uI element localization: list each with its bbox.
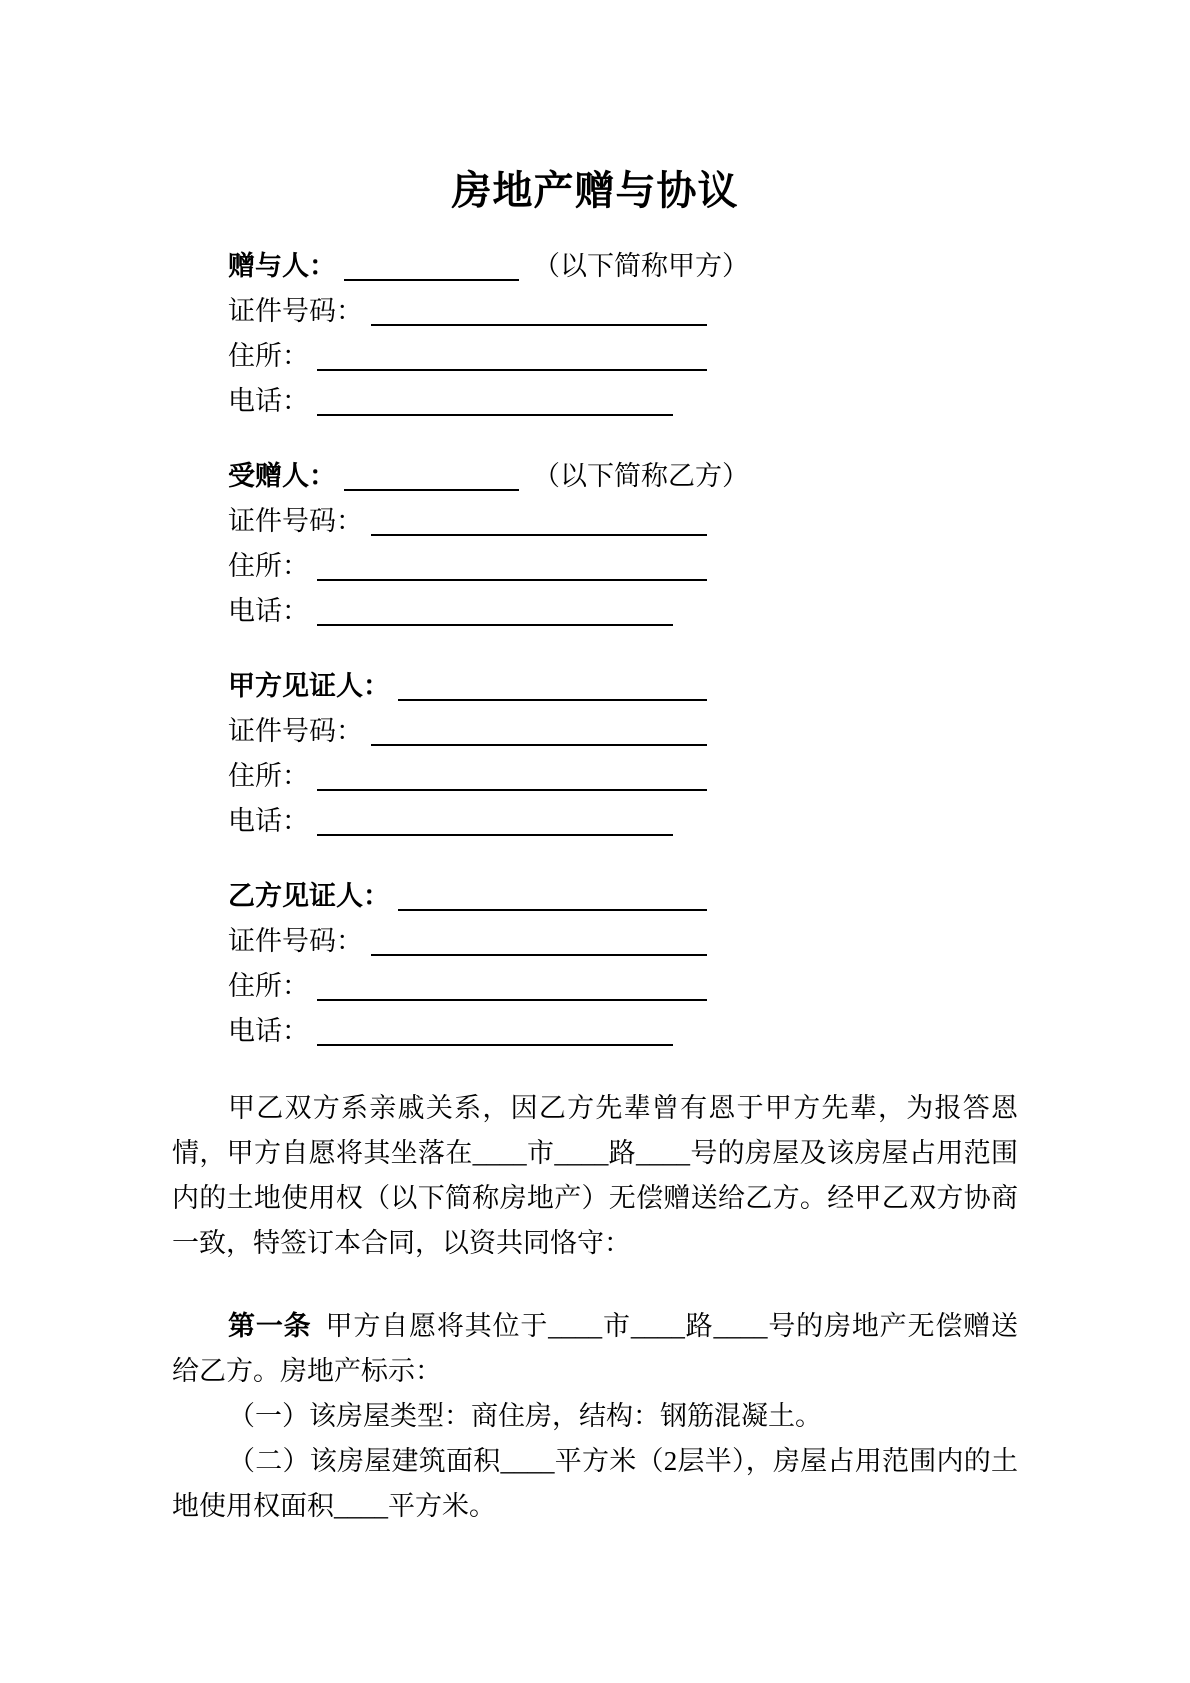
donor-name-blank — [344, 251, 519, 281]
party-b-witness-name-row — [228, 874, 707, 919]
donor-block — [172, 244, 1018, 424]
phone-label: 电话： — [228, 806, 309, 836]
party-a-witness-name-blank — [398, 671, 707, 701]
article-1-number: 第一条 — [228, 1311, 312, 1341]
party-a-witness-phone-row — [228, 799, 673, 844]
party-a-witness-address-row — [228, 754, 707, 799]
party-a-witness-block — [172, 664, 1018, 844]
donee-address-row — [228, 544, 707, 589]
document-title: 房地产赠与协议 — [451, 168, 739, 213]
donor-phone-blank — [317, 386, 673, 416]
donee-phone-blank — [317, 596, 673, 626]
article-1-text: 甲方自愿将其位于____市____路____号的房地产无偿赠送给乙方。房地产标示： — [172, 1311, 1018, 1386]
property-item-2: （二）该房屋建筑面积____平方米（2层半），房屋占用范围内的土地使用权面积____平方米。 — [172, 1446, 1018, 1521]
address-label: 住所： — [228, 761, 309, 791]
article-1-paragraph — [172, 1304, 1018, 1394]
donor-id-blank — [371, 296, 707, 326]
party-a-witness-label: 甲方见证人： — [228, 671, 390, 701]
party-b-witness-id-row — [228, 919, 707, 964]
party-b-witness-label: 乙方见证人： — [228, 881, 390, 911]
donee-id-blank — [371, 506, 707, 536]
donee-phone-row — [228, 589, 673, 634]
address-label: 住所： — [228, 971, 309, 1001]
party-b-witness-address-blank — [317, 971, 707, 1001]
donee-block — [172, 454, 1018, 634]
donee-name-row — [228, 454, 1018, 499]
property-item-1: （一）该房屋类型：商住房，结构：钢筋混凝土。 — [228, 1401, 822, 1431]
donee-name-blank — [344, 461, 519, 491]
party-a-witness-id-row — [228, 709, 707, 754]
address-label: 住所： — [228, 341, 309, 371]
phone-label: 电话： — [228, 1016, 309, 1046]
donor-alias: （以下简称甲方） — [533, 251, 749, 281]
id-number-label: 证件号码： — [228, 296, 363, 326]
party-b-witness-block — [172, 874, 1018, 1054]
party-b-witness-name-blank — [398, 881, 707, 911]
id-number-label: 证件号码： — [228, 926, 363, 956]
donee-address-blank — [317, 551, 707, 581]
party-a-witness-phone-blank — [317, 806, 673, 836]
party-a-witness-address-blank — [317, 761, 707, 791]
address-label: 住所： — [228, 551, 309, 581]
phone-label: 电话： — [228, 596, 309, 626]
donee-id-row — [228, 499, 707, 544]
party-b-witness-phone-row — [228, 1009, 673, 1054]
party-a-witness-id-blank — [371, 716, 707, 746]
party-b-witness-id-blank — [371, 926, 707, 956]
party-a-witness-name-row — [228, 664, 707, 709]
donor-address-row — [228, 334, 707, 379]
donor-name-label: 赠与人： — [228, 251, 336, 281]
phone-label: 电话： — [228, 386, 309, 416]
id-number-label: 证件号码： — [228, 506, 363, 536]
donee-name-label: 受赠人： — [228, 461, 336, 491]
donor-name-row — [228, 244, 1018, 289]
party-b-witness-address-row — [228, 964, 707, 1009]
donee-alias: （以下简称乙方） — [533, 461, 749, 491]
donor-id-row — [228, 289, 707, 334]
id-number-label: 证件号码： — [228, 716, 363, 746]
donor-address-blank — [317, 341, 707, 371]
donor-phone-row — [228, 379, 673, 424]
preamble-paragraph: 甲乙双方系亲戚关系，因乙方先辈曾有恩于甲方先辈，为报答恩情，甲方自愿将其坐落在____市____路____号的房屋及该房屋占用范围内的土地使用权（以下简称房地产）无偿赠送给乙方。经甲乙双方协商一致，特签订本合同，以资共同恪守： — [172, 1093, 1018, 1258]
party-b-witness-phone-blank — [317, 1016, 673, 1046]
